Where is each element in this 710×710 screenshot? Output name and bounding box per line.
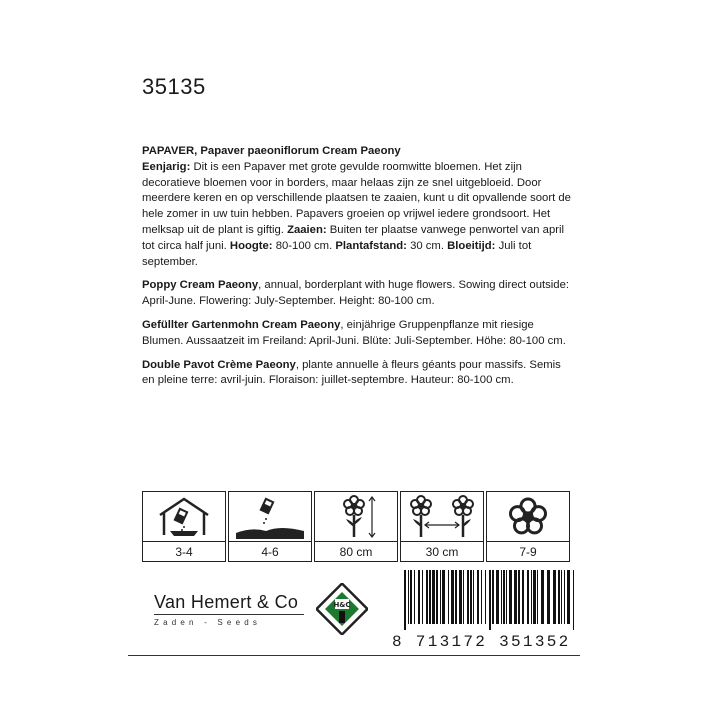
product-title: PAPAVER, Papaver paeoniflorum Cream Paeony (142, 145, 401, 157)
barcode-bar (436, 570, 438, 624)
barcode-bar (527, 570, 529, 624)
barcode-bar (509, 570, 512, 624)
spacing-label: 30 cm (400, 541, 484, 562)
barcode-bar (473, 570, 474, 624)
barcode-bar (531, 570, 532, 624)
nl-text-1: Dit is een Papaver met grote gevulde roomwitte bloemen. Het zijn decoratieve bloemen voor in borders, maar helaas zijn ze snel uitgebloeid. Door meerdere keren en op verschillende plaatsen te zaaien, kunt u dit opvallende soort de hele zomer in uw tuin hebben. Papavers groeien op vrijwel iedere grondsoort. Het melksap uit de plant is giftig. (142, 160, 571, 236)
barcode-bar (501, 570, 502, 624)
barcode-bar (537, 570, 538, 624)
nl-text-4: 30 cm. (406, 239, 448, 252)
barcode-bar (553, 570, 556, 624)
label-plantafstand: Plantafstand: (335, 239, 407, 252)
cultivation-icons (142, 491, 572, 562)
german-paragraph (142, 318, 572, 350)
description-block (142, 144, 572, 397)
de-name: Gefüllter Gartenmohn Cream Paeony (142, 318, 341, 331)
barcode-bar (481, 570, 482, 624)
barcode-bar (485, 570, 486, 624)
barcode-bar (442, 570, 445, 624)
nl-text-3: 80-100 cm. (272, 239, 336, 252)
barcode-bar (561, 570, 562, 624)
english-paragraph (142, 278, 572, 310)
bottom-divider (128, 655, 580, 656)
nl-text-2: Buiten ter plaatse vanwege penwortel van april tot circa half juni. (142, 223, 565, 252)
en-name: Poppy Cream Paeony (142, 279, 259, 292)
label-eenjarig: Eenjarig: (142, 160, 191, 173)
barcode-bar (489, 570, 491, 630)
barcode-bar (514, 570, 517, 624)
dutch-paragraph (142, 144, 572, 270)
svg-text:H&C: H&C (333, 601, 351, 609)
outdoor-sowing-icon (232, 495, 308, 539)
label-bloeitijd: Bloeitijd: (447, 239, 496, 252)
barcode-bar (463, 570, 464, 624)
barcode-bar (404, 570, 406, 630)
barcode-bar (470, 570, 472, 624)
barcode-bar (492, 570, 494, 624)
barcode-number: 8 713172 351352 (392, 633, 571, 651)
de-text: , einjährige Gruppenpflanze mit riesige Blumen. Aussaatzeit im Freiland: April-Juni. Blüte: Juli-September. Höhe: 80-100 cm. (142, 318, 566, 347)
greenhouse-sowing-icon (154, 495, 214, 539)
barcode-bar (503, 570, 505, 624)
barcode-bar (558, 570, 560, 624)
barcode-bar (564, 570, 565, 624)
nl-text-5: Juli tot september. (142, 239, 532, 268)
barcode-bar (408, 570, 409, 624)
barcode-bar (518, 570, 520, 624)
barcode-bar (426, 570, 428, 624)
icon-cell-greenhouse (142, 491, 228, 562)
barcode-bar (477, 570, 479, 624)
barcode-bar (422, 570, 423, 624)
barcode-bar (567, 570, 570, 624)
barcode-bar (451, 570, 454, 624)
icon-cell-outdoor (228, 491, 314, 562)
barcode (392, 568, 582, 634)
product-code: 35135 (142, 74, 206, 99)
brand-name: Van Hemert & Co (154, 592, 299, 612)
barcode-bar (414, 570, 415, 624)
barcode-bar (410, 570, 412, 624)
brand-logo-icon (316, 583, 368, 635)
barcode-bar (522, 570, 524, 624)
label-hoogte: Hoogte: (229, 239, 273, 252)
barcode-bar (496, 570, 499, 624)
barcode-bar (432, 570, 435, 624)
fr-text: , plante annuelle à fleurs géants pour massifs. Semis en pleine terre: avril-juin. Floraison: juillet-septembre. Hauteur: 80-100 cm. (142, 358, 561, 387)
height-label: 80 cm (314, 541, 398, 562)
icon-cell-spacing (400, 491, 486, 562)
barcode-bar (418, 570, 420, 624)
flowering-icon (504, 495, 552, 539)
barcode-bar (547, 570, 550, 624)
plant-spacing-icon (407, 495, 477, 539)
barcode-bar (541, 570, 544, 624)
brand-underline (154, 614, 304, 615)
flowering-label: 7-9 (486, 541, 570, 562)
plant-height-icon (326, 495, 386, 539)
barcode-bar (440, 570, 441, 624)
barcode-bar (459, 570, 462, 624)
brand-tagline: Zaden - Seeds (154, 618, 262, 627)
french-paragraph (142, 358, 572, 390)
icon-cell-flowering (486, 491, 572, 562)
greenhouse-label: 3-4 (142, 541, 226, 562)
barcode-bar (448, 570, 449, 624)
barcode-bar (467, 570, 469, 624)
label-zaaien: Zaaien: (287, 223, 327, 236)
outdoor-label: 4-6 (228, 541, 312, 562)
barcode-bar (506, 570, 507, 624)
barcode-bar (455, 570, 457, 624)
barcode-bar (573, 570, 574, 630)
fr-name: Double Pavot Crème Paeony (142, 358, 296, 371)
icon-cell-height (314, 491, 400, 562)
barcode-bar (429, 570, 431, 624)
en-text: , annual, borderplant with huge flowers. Sowing direct outside: April-June. Flowering: July-September. Height: 80-100 cm. (142, 279, 570, 308)
barcode-bar (533, 570, 536, 624)
